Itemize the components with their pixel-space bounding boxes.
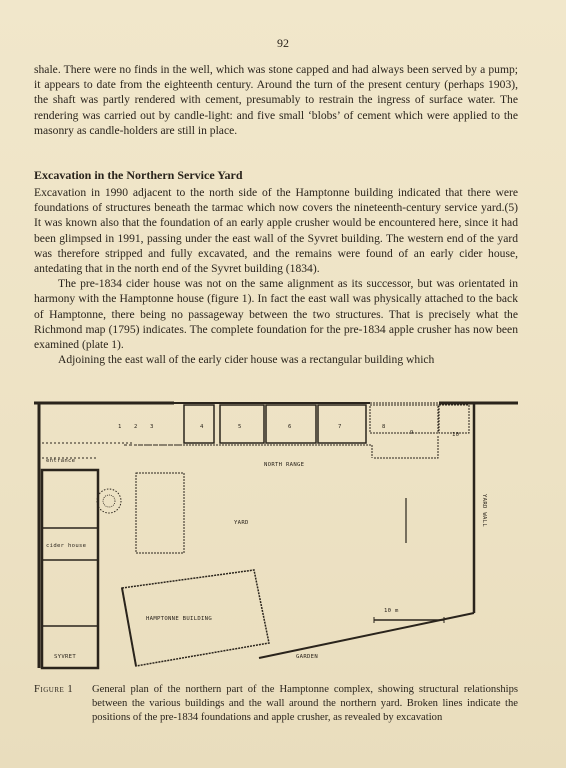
paragraph-2: Excavation in 1990 adjacent to the north side of the Hamptonne building indicated that there were foundations of structures beneath the tarmac which now covers the nineteenth-century service yard.(5) It was known also that the foundation of an early apple crusher would be encountered here, since it had been glimpsed in 1991, passing under the east wall of the Syvret building. The western end of the yard was therefore stripped and fully excavated, and the remains were found of an early cider house, antedating that in the north end of the Syvret building (1834). <box>34 186 518 276</box>
room-number-7: 7 <box>338 424 342 430</box>
room-number-5: 5 <box>238 424 242 430</box>
site-plan-drawing <box>34 398 518 678</box>
syvret-label: SYVRET <box>54 654 77 660</box>
room-number-3: 3 <box>150 424 154 430</box>
entrance-label: entrance <box>46 458 76 464</box>
cider-house-label: cider house <box>46 543 87 549</box>
north-range-wall <box>138 436 438 458</box>
room-number-10: 10 <box>452 432 460 438</box>
room-8-9 <box>370 405 438 433</box>
apple-crusher <box>97 489 121 513</box>
page-number: 92 <box>277 36 289 50</box>
yard-label: YARD <box>234 520 249 526</box>
room-4 <box>184 405 214 443</box>
room-number-4: 4 <box>200 424 204 430</box>
garden-label: GARDEN <box>296 654 319 660</box>
room-number-1: 1 <box>118 424 122 430</box>
room-10 <box>439 405 469 433</box>
syvret-building <box>42 470 98 668</box>
room-5 <box>220 405 264 443</box>
room-number-8: 8 <box>382 424 386 430</box>
hamptonne-label: HAMPTONNE BUILDING <box>146 616 213 622</box>
paragraph-1 <box>34 62 518 138</box>
paragraph-1-text: shale. There were no finds in the well, which was stone capped and had always been served by a pump; it appears to date from the eighteenth century. Around the turn of the present century (perhaps 1903), the shaft was partly rendered with cement, presumably to restrain the ingress of surface water. The rendering was carried out by candle-light: and five small ‘blobs’ of cement which were applied to the masonry as candle-holders are still in place. <box>34 63 518 137</box>
site-plan-figure <box>34 398 518 678</box>
yard-wall-label: YARD WALL <box>481 494 487 528</box>
paragraph-4: Adjoining the east wall of the early cider house was a rectangular building which <box>58 353 435 367</box>
paragraph-3: The pre-1834 cider house was not on the same alignment as its successor, but was orientated in harmony with the Hamptonne house (figure 1). In fact the east wall was physically attached to the back of Hamptonne, there being no passageway between the two structures. That is precisely what the Richmond map (1795) indicates. The complete foundation for the pre-1834 apple crusher has now been examined (plate 1). <box>34 277 518 352</box>
north-range-label: NORTH RANGE <box>264 462 305 468</box>
section-body <box>34 185 518 367</box>
room-number-2: 2 <box>134 424 138 430</box>
caption-text: General plan of the northern part of the Hamptonne complex, showing structural relationships between the various buildings and the wall around the northern yard. Broken lines indicate the positions of the pre-1834 foundations and apple crusher, as revealed by excavation <box>92 684 518 723</box>
yard-feature <box>136 473 184 553</box>
room-7 <box>318 405 366 443</box>
caption-label: Figure 1 <box>34 684 74 695</box>
scale-label: 10 m <box>384 608 399 614</box>
figure-caption <box>34 683 518 725</box>
hamptonne-west-wall <box>122 588 136 666</box>
room-number-6: 6 <box>288 424 292 430</box>
apple-crusher-inner <box>103 495 115 507</box>
room-number-9: 9 <box>410 430 414 436</box>
section-heading: Excavation in the Northern Service Yard <box>34 168 243 182</box>
